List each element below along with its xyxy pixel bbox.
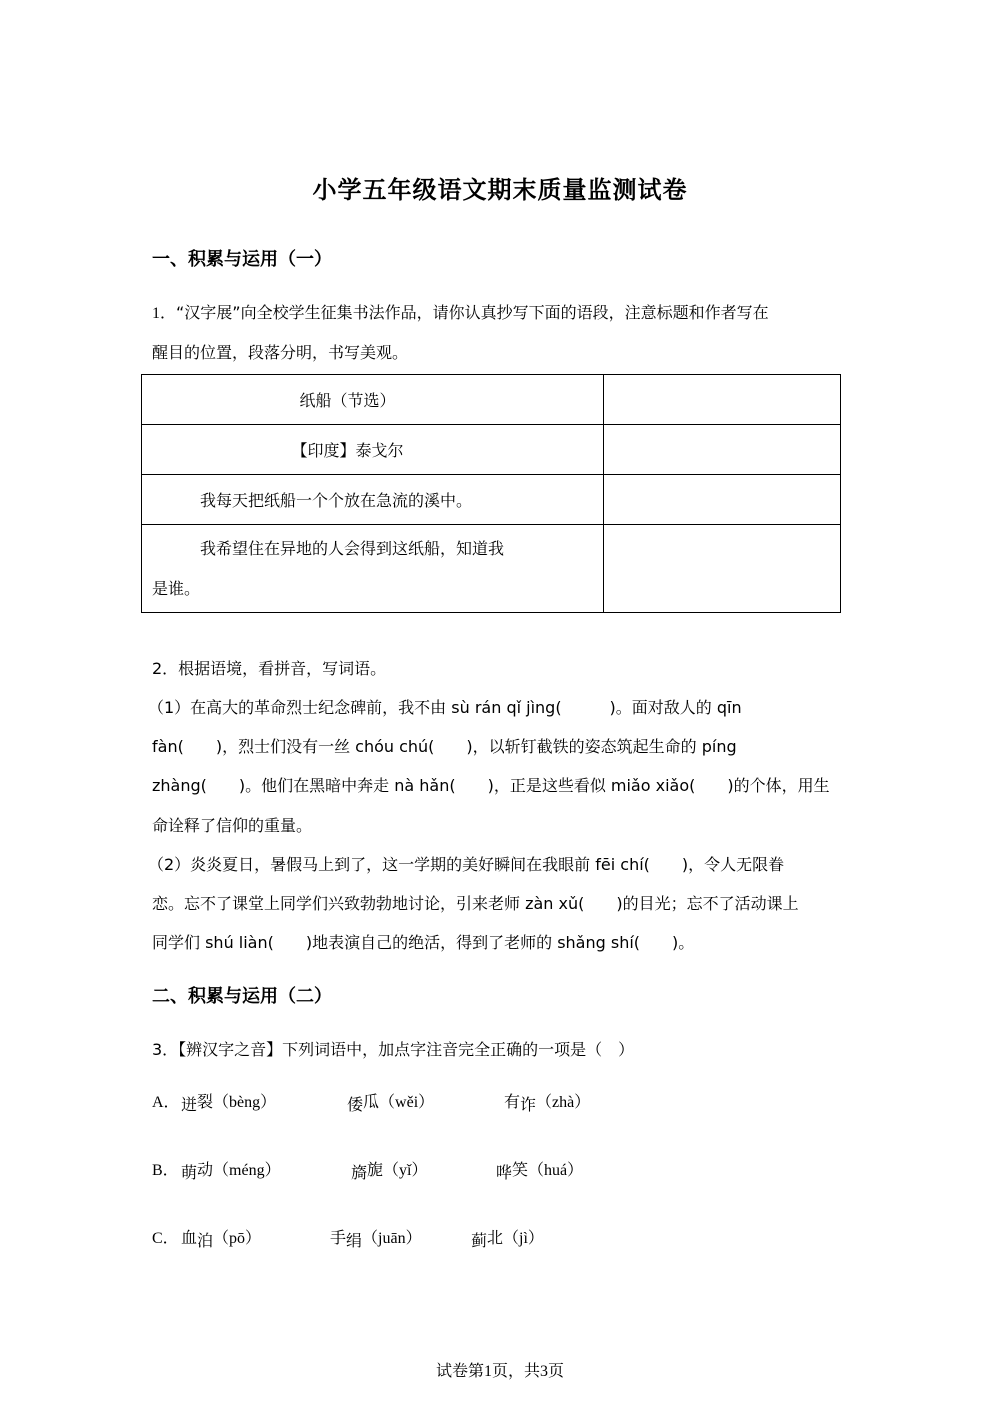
- option-word: 倭瓜（wěi）: [347, 1092, 435, 1114]
- table-cell-author: 【印度】泰戈尔: [142, 425, 604, 475]
- table-row: [142, 525, 841, 613]
- question-1-line-1: [152, 300, 769, 323]
- option-label: B．: [152, 1162, 179, 1179]
- table-cell-blank[interactable]: [604, 425, 841, 475]
- question-3-stem: 3．【辨汉字之音】下列词语中，加点字注音完全正确的一项是（ ）: [152, 1040, 635, 1059]
- table-row: [142, 425, 841, 475]
- option-word: 萌动（méng）: [181, 1160, 281, 1182]
- table-cell-title: 纸船（节选）: [142, 375, 604, 425]
- option-word: 旖旎（yǐ）: [351, 1160, 428, 1182]
- section-heading-1: 一、积累与运用（一）: [152, 249, 332, 270]
- option-word: 有诈（zhà）: [504, 1092, 591, 1114]
- question-2-line: fàn( )，烈士们没有一丝 chóu chú( )，以斩钉截铁的姿态筑起生命的 píng: [152, 737, 737, 756]
- option-word: 血泊（pō）: [181, 1228, 262, 1250]
- question-2-line: 恋。忘不了课堂上同学们兴致勃勃地讨论，引来老师 zàn xǔ( )的目光；忘不了活动课上: [152, 894, 799, 913]
- option-word: 哗笑（huá）: [496, 1160, 584, 1182]
- table-row: [142, 475, 841, 525]
- table-cell-blank[interactable]: [604, 375, 841, 425]
- question-2-line: （2）炎炎夏日，暑假马上到了，这一学期的美好瞬间在我眼前 fēi chí( )，令人无限眷: [148, 855, 785, 874]
- option-word: 蓟北（jì）: [471, 1228, 544, 1250]
- option-label: A．: [152, 1094, 180, 1111]
- paragraph-2-line-2: 是谁。: [152, 578, 201, 598]
- table-cell-paragraph-2: [142, 525, 604, 613]
- question-1-number: 1．: [152, 305, 177, 322]
- table-cell-paragraph-1: 我每天把纸船一个个放在急流的溪中。: [142, 475, 604, 525]
- question-2-line: 同学们 shú liàn( )地表演自己的绝活，得到了老师的 shǎng shí( )。: [152, 933, 695, 952]
- page-title: 小学五年级语文期末质量监测试卷: [312, 176, 688, 204]
- question-2-line: （1）在高大的革命烈士纪念碑前，我不由 sù rán qǐ jìng( )。面对敌人的 qīn: [148, 698, 742, 717]
- question-2-line: 命诠释了信仰的重量。: [152, 816, 313, 835]
- question-2-line: zhàng( )。他们在黑暗中奔走 nà hǎn( )，正是这些看似 miǎo xiǎo( )的个体，用生: [152, 776, 830, 795]
- question-1-text: “汉字展”向全校学生征集书法作品，请你认真抄写下面的语段，注意标题和作者写在: [176, 303, 769, 322]
- table-cell-blank[interactable]: [604, 525, 841, 613]
- page-footer: 试卷第1页，共3页: [435, 1363, 564, 1380]
- option-label: C．: [152, 1230, 179, 1247]
- option-word: 手绢（juān）: [330, 1228, 422, 1250]
- copy-table: [141, 374, 841, 613]
- table-row: [142, 375, 841, 425]
- question-1-line-2: 醒目的位置，段落分明，书写美观。: [152, 343, 409, 362]
- section-heading-2: 二、积累与运用（二）: [152, 986, 332, 1007]
- paragraph-2-line-1: 我希望住在异地的人会得到这纸船，知道我: [200, 538, 505, 558]
- table-cell-blank[interactable]: [604, 475, 841, 525]
- option-word: 迸裂（bèng）: [181, 1092, 277, 1114]
- question-2-heading: 2．根据语境，看拼音，写词语。: [152, 659, 387, 678]
